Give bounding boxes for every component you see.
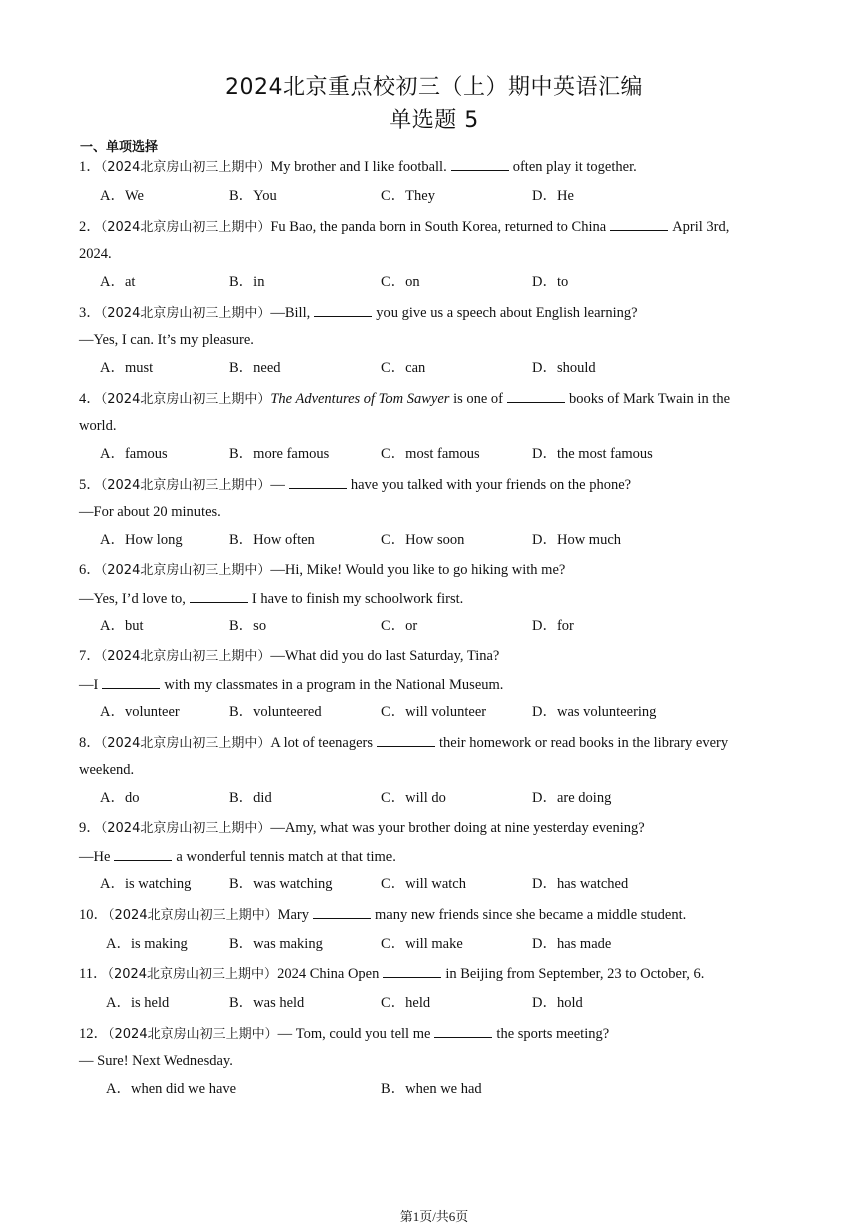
question-source: （2024北京房山初三上期中） [108, 908, 278, 923]
question-5-line2 [79, 502, 789, 522]
option-a[interactable]: A．is making [106, 936, 188, 952]
question-text-after: their homework or read books in the library every [439, 735, 729, 751]
question-text: —I [79, 677, 99, 693]
question-12 [79, 1023, 789, 1045]
option-d[interactable]: D．should [532, 360, 596, 376]
question-text-after: often play it together. [512, 159, 637, 175]
option-d[interactable]: D．the most famous [532, 446, 653, 462]
question-number: 4． [79, 391, 101, 407]
question-text: 2024. [79, 246, 112, 262]
question-3 [79, 302, 789, 324]
option-a[interactable]: A．How long [100, 532, 183, 548]
option-a[interactable]: A．is held [106, 995, 170, 1011]
question-source: （2024北京房山初三上期中） [100, 478, 271, 493]
question-number: 11． [79, 966, 108, 982]
option-b[interactable]: B．when we had [381, 1081, 482, 1097]
option-a[interactable]: A．famous [100, 446, 168, 462]
answer-blank [434, 1023, 492, 1038]
answer-blank [102, 674, 160, 689]
question-source: （2024北京房山初三上期中） [100, 821, 271, 836]
question-text: weekend. [79, 762, 135, 778]
option-d[interactable]: D．for [532, 618, 574, 634]
question-4 [79, 388, 789, 410]
page-number: 第1页/共6页 [399, 1209, 469, 1224]
question-2 [79, 216, 789, 238]
document-title: 2024北京重点校初三（上）期中英语汇编 [225, 75, 643, 100]
section-title: 一、单项选择 [80, 140, 159, 155]
question-text: — Tom, could you tell me [277, 1026, 431, 1042]
option-c[interactable]: C．can [381, 360, 426, 376]
question-source: （2024北京房山初三上期中） [100, 392, 271, 407]
answer-blank [507, 388, 565, 403]
question-text-after: April 3rd, [672, 219, 730, 235]
option-d[interactable]: D．has made [532, 936, 612, 952]
question-number: 5． [79, 477, 101, 493]
question-source: （2024北京房山初三上期中） [107, 967, 278, 982]
question-6 [79, 560, 789, 581]
question-9-line2 [79, 846, 789, 867]
option-d[interactable]: D．hold [532, 995, 583, 1011]
question-text: 2024 China Open [277, 966, 380, 982]
question-source: （2024北京房山初三上期中） [100, 306, 271, 321]
question-text: Mary [277, 907, 310, 923]
question-number: 6． [79, 562, 101, 578]
option-c[interactable]: C．will volunteer [381, 704, 487, 720]
answer-blank [289, 474, 347, 489]
question-source: （2024北京房山初三上期中） [100, 220, 271, 235]
question-10 [79, 904, 789, 926]
option-c[interactable]: C．held [381, 995, 431, 1011]
question-text-after: the sports meeting? [496, 1026, 610, 1042]
question-number: 9． [79, 820, 101, 836]
question-text: —He [79, 849, 111, 865]
question-number: 12． [79, 1026, 108, 1042]
option-d[interactable]: D．to [532, 274, 569, 290]
option-a[interactable]: A．We [100, 188, 144, 204]
option-c[interactable]: C．will watch [381, 876, 466, 892]
option-d[interactable]: D．He [532, 188, 574, 204]
answer-blank [377, 732, 435, 747]
question-9 [79, 818, 789, 839]
answer-blank [313, 904, 371, 919]
option-d[interactable]: D．How much [532, 532, 622, 548]
option-b[interactable]: B．was watching [229, 876, 333, 892]
option-c[interactable]: C．will do [381, 790, 446, 806]
option-b[interactable]: B．was making [229, 936, 323, 952]
question-number: 7． [79, 648, 101, 664]
question-3-line2 [79, 330, 789, 350]
question-text: —For about 20 minutes. [79, 504, 221, 520]
question-text-after: a wonderful tennis match at that time. [176, 849, 396, 865]
question-7-line2 [79, 674, 789, 695]
question-text-after: you give us a speech about English learning? [376, 305, 638, 321]
option-c[interactable]: C．on [381, 274, 420, 290]
question-source: （2024北京房山初三上期中） [100, 563, 271, 578]
question-11 [79, 963, 789, 985]
question-text-after: have you talked with your friends on the phone? [350, 477, 632, 493]
document-subtitle: 单选题 5 [389, 108, 479, 133]
answer-blank [451, 156, 509, 171]
answer-blank [610, 216, 668, 231]
question-1 [79, 156, 789, 178]
question-text: —Hi, Mike! Would you like to go hiking with me? [270, 562, 566, 578]
question-5 [79, 474, 789, 496]
question-number: 8． [79, 735, 101, 751]
option-c[interactable]: C．most famous [381, 446, 480, 462]
option-a[interactable]: A．volunteer [100, 704, 180, 720]
question-number: 1． [79, 159, 101, 175]
question-text: —Yes, I can. It’s my pleasure. [79, 332, 254, 348]
option-d[interactable]: D．has watched [532, 876, 629, 892]
question-text: —What did you do last Saturday, Tina? [270, 648, 500, 664]
answer-blank [314, 302, 372, 317]
answer-blank [190, 588, 248, 603]
question-source: （2024北京房山初三上期中） [108, 1027, 278, 1042]
answer-blank [383, 963, 441, 978]
question-2-line2 [79, 244, 789, 264]
option-b[interactable]: B．in [229, 274, 265, 290]
option-c[interactable]: C．or [381, 618, 418, 634]
question-text: is one of [453, 391, 504, 407]
question-number: 3． [79, 305, 101, 321]
option-d[interactable]: D．was volunteering [532, 704, 657, 720]
question-text: —Amy, what was your brother doing at nine yesterday evening? [270, 820, 645, 836]
question-source: （2024北京房山初三上期中） [100, 160, 271, 175]
option-c[interactable]: C．will make [381, 936, 463, 952]
question-text-after: I have to finish my schoolwork first. [251, 591, 464, 607]
option-a[interactable]: A．do [100, 790, 140, 806]
option-c[interactable]: C．They [381, 188, 435, 204]
option-c[interactable]: C．How soon [381, 532, 465, 548]
question-text: — [270, 477, 285, 493]
option-b[interactable]: B．was held [229, 995, 305, 1011]
question-text-after: many new friends since she became a middle student. [375, 907, 687, 923]
question-text: My brother and I like football. [270, 159, 447, 175]
option-b[interactable]: B．more famous [229, 446, 330, 462]
question-source: （2024北京房山初三上期中） [100, 736, 271, 751]
question-text-after: in Beijing from September, 23 to October, 6. [445, 966, 705, 982]
question-text: world. [79, 418, 117, 434]
question-12-line2 [79, 1051, 789, 1071]
option-b[interactable]: B．volunteered [229, 704, 322, 720]
option-b[interactable]: B．did [229, 790, 272, 806]
question-text-after: books of Mark Twain in the [569, 391, 731, 407]
book-title: The Adventures of Tom Sawyer [270, 391, 450, 407]
option-a[interactable]: A．must [100, 360, 154, 376]
question-8 [79, 732, 789, 754]
question-7 [79, 646, 789, 667]
question-text-after: with my classmates in a program in the National Museum. [164, 677, 504, 693]
option-a[interactable]: A．at [100, 274, 136, 290]
option-b[interactable]: B．so [229, 618, 267, 634]
option-b[interactable]: B．You [229, 188, 277, 204]
question-source: （2024北京房山初三上期中） [100, 649, 271, 664]
question-text: A lot of teenagers [270, 735, 374, 751]
option-a[interactable]: A．but [100, 618, 144, 634]
question-text: — Sure! Next Wednesday. [79, 1053, 233, 1069]
question-text: —Bill, [270, 305, 311, 321]
option-a[interactable]: A．when did we have [106, 1081, 237, 1097]
option-d[interactable]: D．are doing [532, 790, 612, 806]
option-a[interactable]: A．is watching [100, 876, 192, 892]
question-text: —Yes, I’d love to, [79, 591, 186, 607]
question-text: Fu Bao, the panda born in South Korea, returned to China [270, 219, 607, 235]
option-b[interactable]: B．need [229, 360, 281, 376]
question-number: 2． [79, 219, 101, 235]
answer-blank [114, 846, 172, 861]
option-b[interactable]: B．How often [229, 532, 315, 548]
question-6-line2 [79, 588, 789, 609]
question-number: 10． [79, 907, 108, 923]
question-4-line2 [79, 416, 789, 436]
question-8-line2 [79, 760, 789, 780]
